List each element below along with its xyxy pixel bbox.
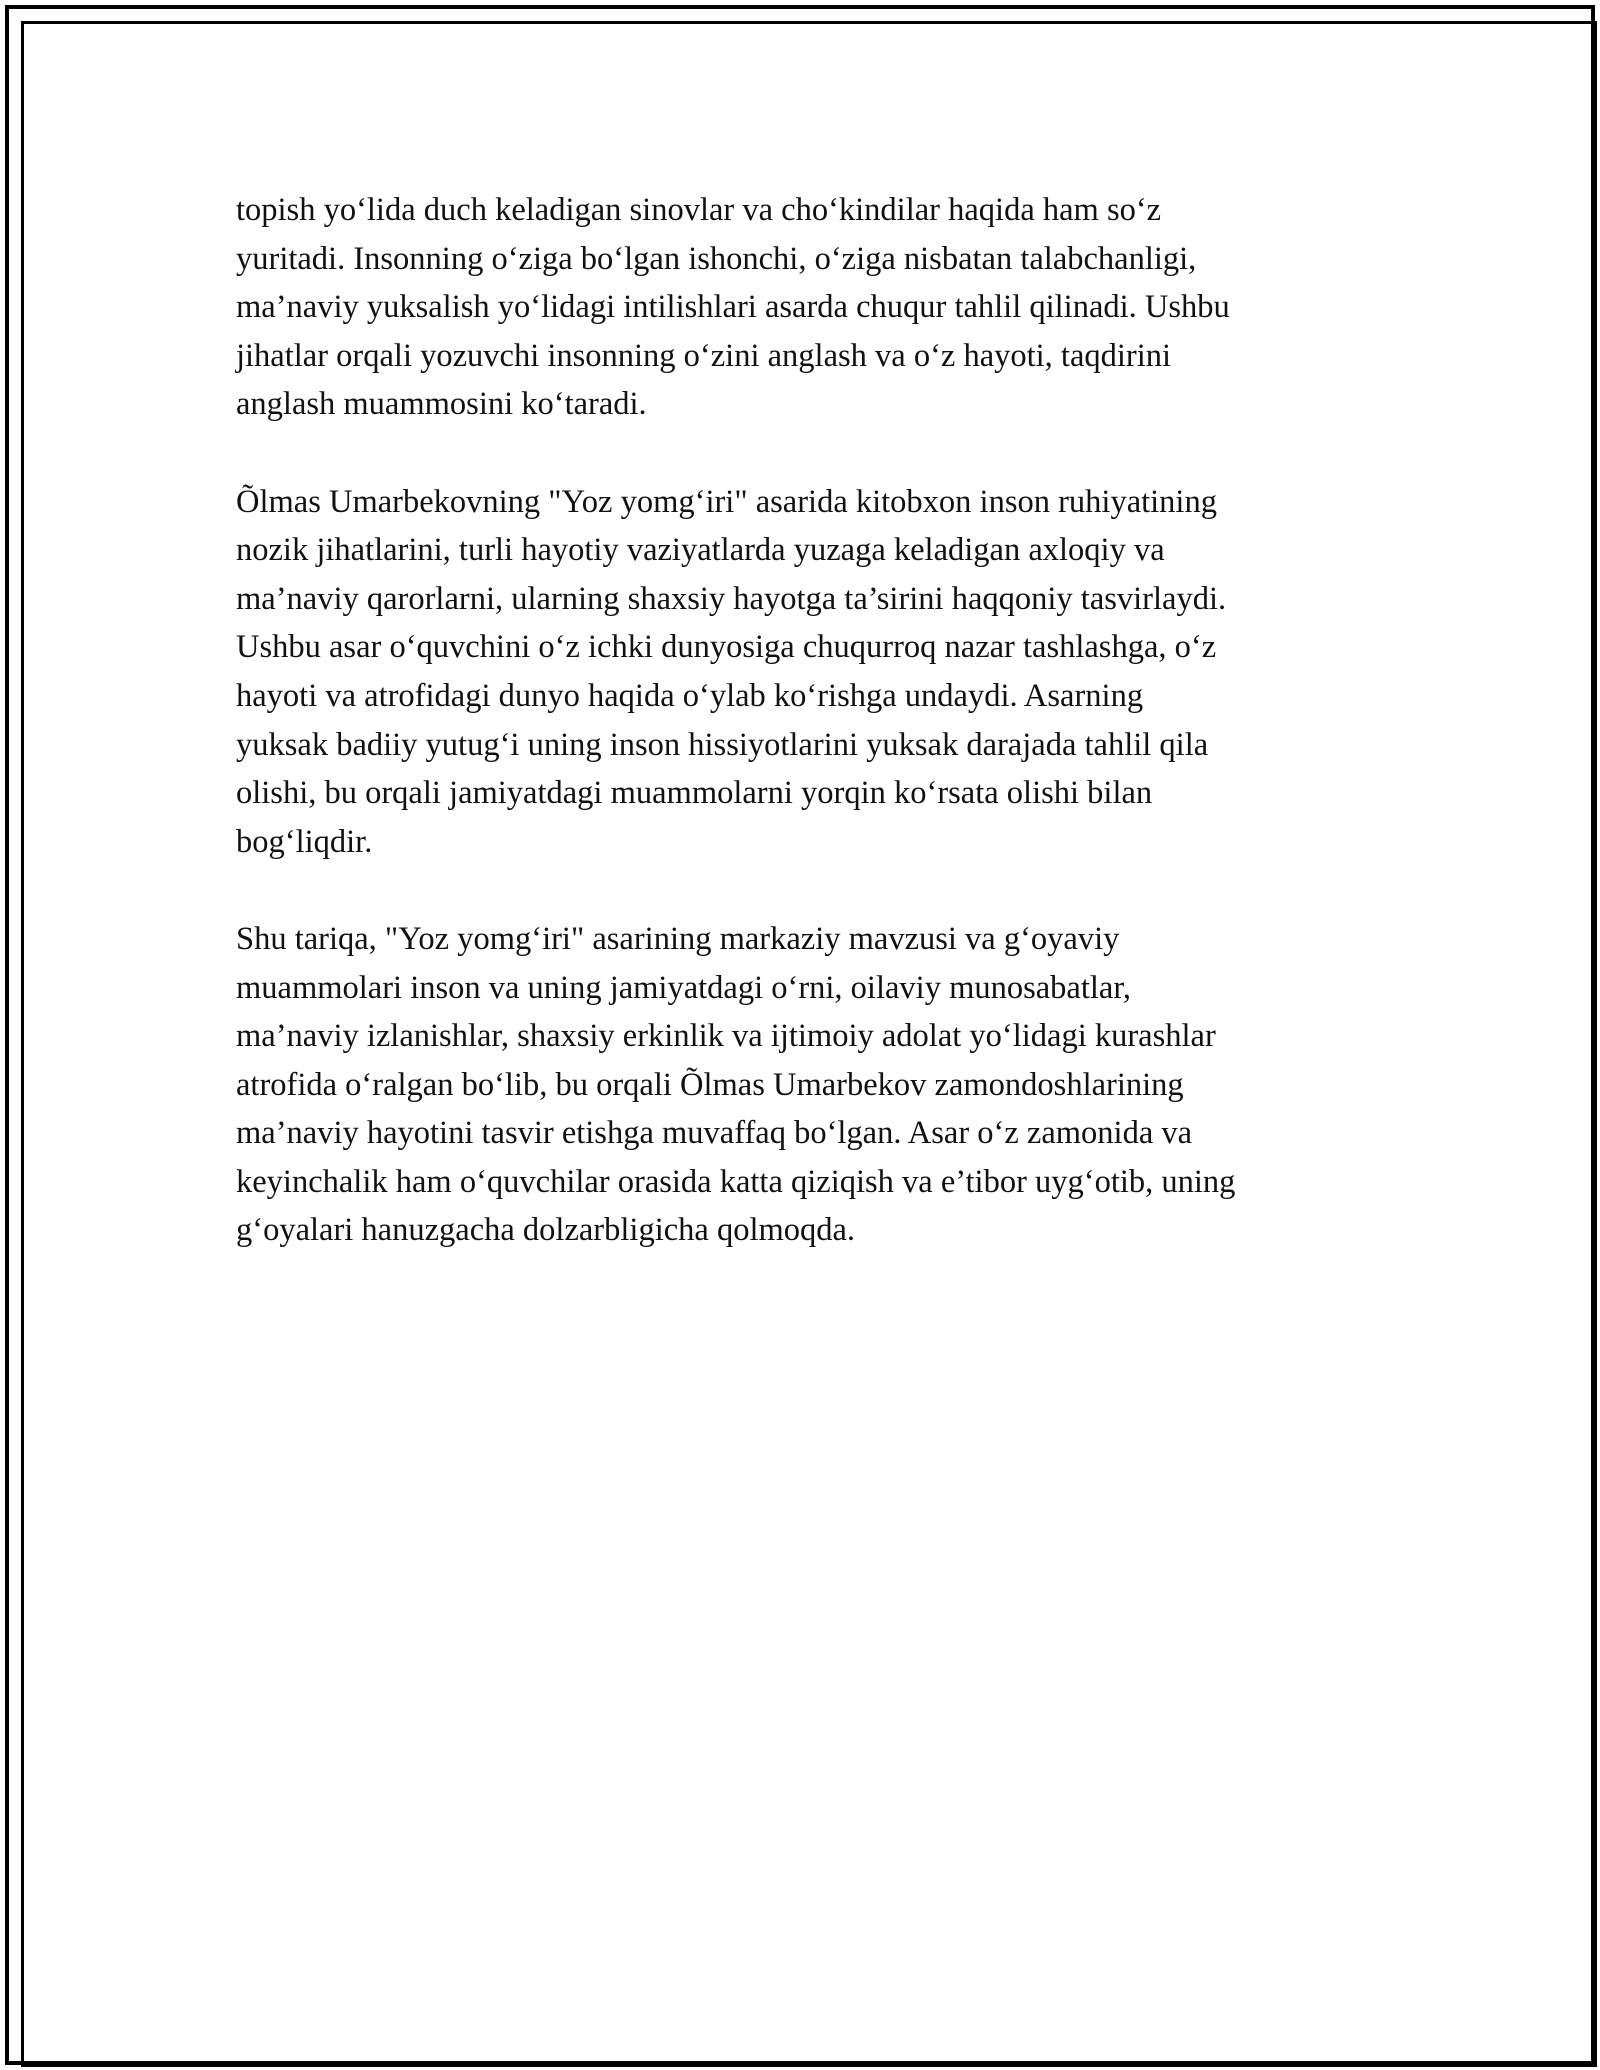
paragraph-2 (236, 478, 1386, 867)
paragraph-3 (236, 915, 1386, 1255)
text-line: ma’naviy yuksalish yo‘lidagi intilishlari asarda chuqur tahlil qilinadi. Ushbu (236, 289, 1230, 326)
text-line: hayoti va atrofidagi dunyo haqida o‘ylab ko‘rishga undaydi. Asarning (236, 677, 1144, 714)
text-line: yuritadi. Insonning o‘ziga bo‘lgan ishonchi, o‘ziga nisbatan talabchanligi, (236, 240, 1197, 277)
text-line: anglash muammosini ko‘taradi. (236, 386, 647, 423)
text-line: nozik jihatlarini, turli hayotiy vaziyatlarda yuzaga keladigan axloqiy va (236, 532, 1165, 569)
paragraph-1 (236, 186, 1386, 429)
text-line: ma’naviy hayotini tasvir etishga muvaffaq bo‘lgan. Asar o‘z zamonida va (236, 1115, 1193, 1152)
text-line: ma’naviy izlanishlar, shaxsiy erkinlik va ijtimoiy adolat yo‘lidagi kurashlar (236, 1018, 1216, 1055)
text-line: olishi, bu orqali jamiyatdagi muammolarni yorqin ko‘rsata olishi bilan (236, 775, 1153, 812)
text-line: ma’naviy qarorlarni, ularning shaxsiy hayotga ta’sirini haqqoniy tasvirlaydi. (236, 580, 1227, 617)
text-line: jihatlar orqali yozuvchi insonning o‘zini anglash va o‘z hayoti, taqdirini (236, 337, 1172, 374)
text-line: Shu tariqa, "Yoz yomg‘iri" asarining markaziy mavzusi va g‘oyaviy (236, 920, 1120, 957)
text-line: topish yo‘lida duch keladigan sinovlar va cho‘kindilar haqida ham so‘z (236, 192, 1162, 228)
text-line: keyinchalik ham o‘quvchilar orasida katta qiziqish va e’tibor uyg‘otib, uning (236, 1163, 1236, 1200)
text-line: Ushbu asar o‘quvchini o‘z ichki dunyosiga chuqurroq nazar tashlashga, o‘z (236, 629, 1217, 666)
text-line: Õlmas Umarbekovning "Yoz yomg‘iri" asarida kitobxon inson ruhiyatining (236, 483, 1217, 520)
text-line: bog‘liqdir. (236, 823, 373, 860)
text-line: g‘oyalari hanuzgacha dolzarbligicha qolmoqda. (236, 1212, 856, 1249)
text-line: yuksak badiiy yutug‘i uning inson hissiyotlarini yuksak darajada tahlil qila (236, 726, 1209, 763)
document-body (236, 186, 1386, 1304)
text-line: muammolari inson va uning jamiyatdagi o‘rni, oilaviy munosabatlar, (236, 969, 1131, 1006)
text-line: atrofida o‘ralgan bo‘lib, bu orqali Õlmas Umarbekov zamondoshlarining (236, 1066, 1184, 1103)
